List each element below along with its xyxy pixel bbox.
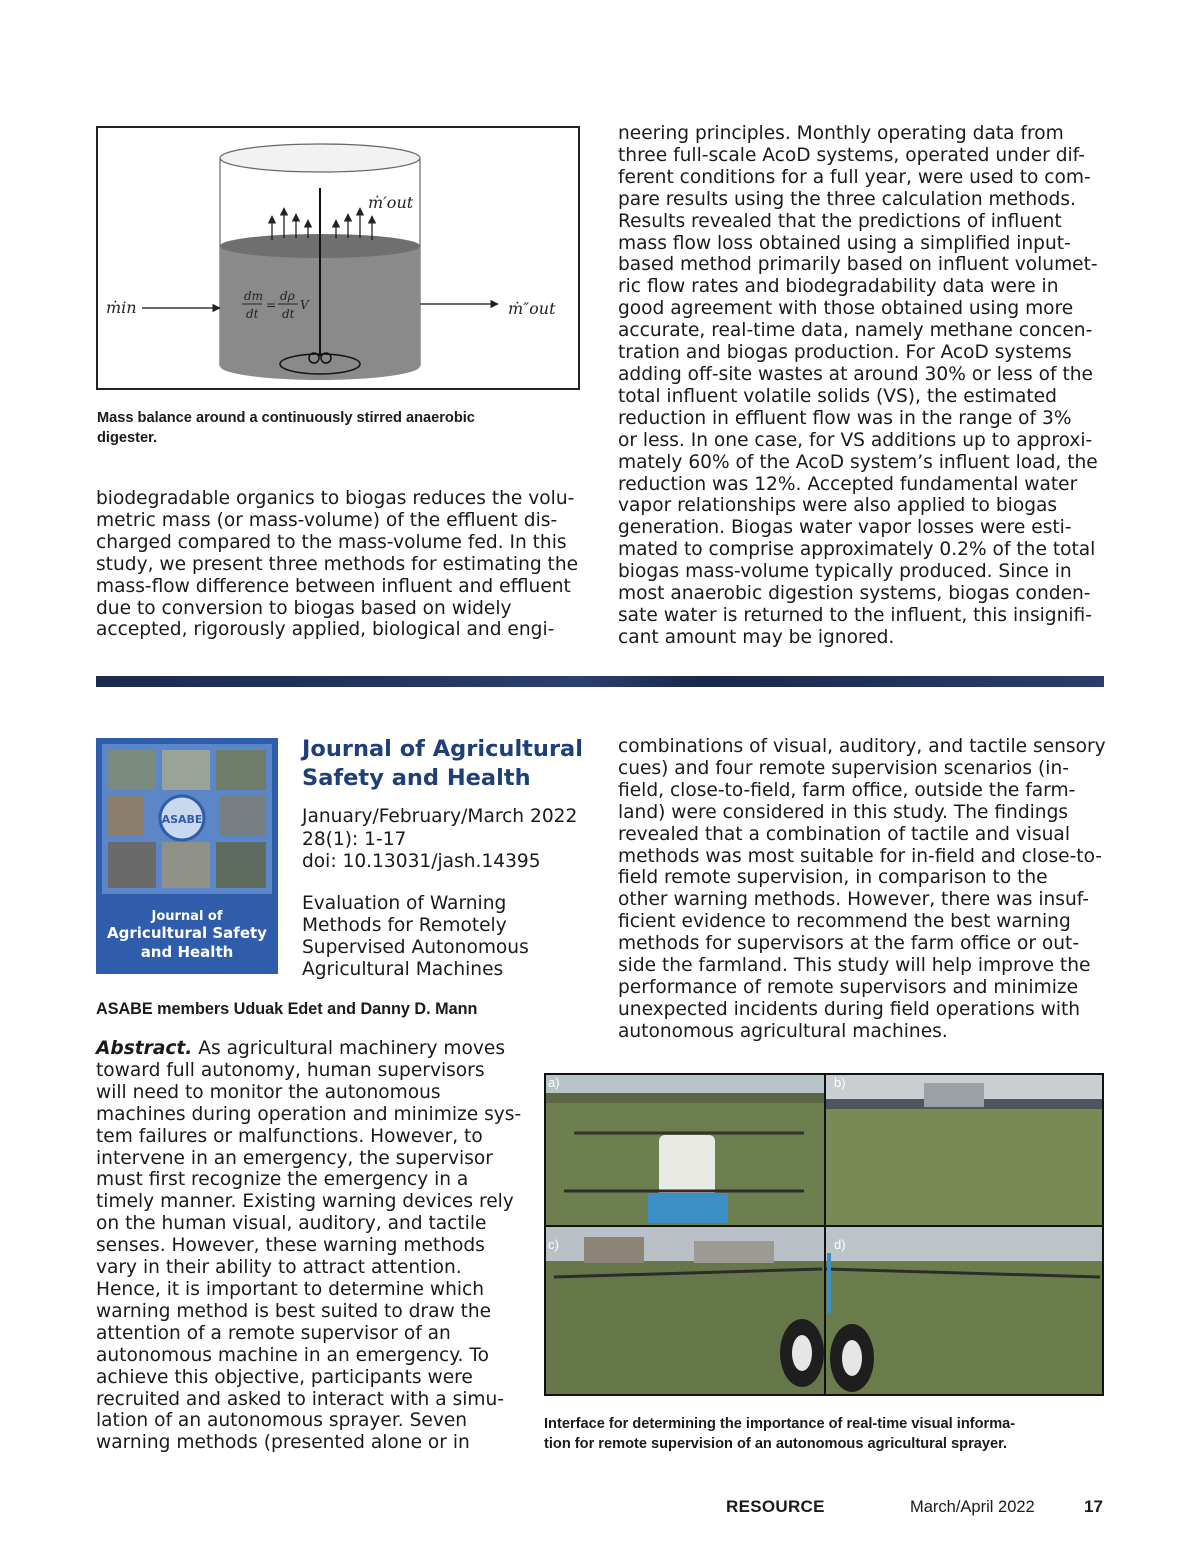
svg-text:dm: dm	[244, 289, 264, 303]
sprayer-interface-figure	[544, 1073, 1104, 1396]
right-column-bottom-text: combinations of visual, auditory, and tactile sensory cues) and four remote supervision scenarios (in- field, close-to-field, farm office, outside the farm- land) were considered in this study. The findings revealed that a combination of tactile and visual methods was most suitable for in-field and close-to- field remote supervision, in comparison to the other warning methods. However, there was insuf- ficient evidence to recommend the best warning methods for supervisors at the farm office or out- side the farmland. This study will help improve the performance of remote supervisors and minimize unexpected incidents during field operations with autonomous agricultural machines.	[618, 736, 1106, 1042]
left-column-top-text: biodegradable organics to biogas reduces the volu- metric mass (or mass-volume) of the effluent dis- charged compared to the mass-volume fed. In this study, we present three methods for estimating the mass-flow difference between influent and effluent due to conversion to biogas based on widely accepted, rigorously applied, biological and engi-	[96, 488, 579, 641]
abstract-text: Abstract. As agricultural machinery moves toward full autonomy, human supervisors will need to monitor the autonomous machines during operation and minimize sys- tem failures or malfunctions. However, to intervene in an emergency, the supervisor must first recognize the emergency in a timely manner. Existing warning devices rely on the human visual, auditory, and tactile senses. However, these warning methods vary in their ability to attract attention. Hence, it is important to determine which warning method is best suited to draw the attention of a remote supervisor of an autonomous machine in an emergency. To achieve this objective, participants were recruited and asked to interact with a simu- lation of an autonomous sprayer. Seven warning methods (presented alone or in	[96, 1038, 522, 1454]
digester-figure	[96, 126, 580, 390]
page-number: 17	[1084, 1497, 1103, 1516]
journal-title: Journal of Agricultural Safety and Health	[302, 736, 583, 791]
panel-c	[546, 1227, 824, 1394]
figure1-caption: Mass balance around a continuously stirred anaerobic digester.	[97, 410, 475, 446]
panel-label-c: c)	[548, 1237, 559, 1252]
panel-d	[780, 1227, 1102, 1394]
section-divider	[96, 676, 1104, 687]
cover-badge-text: ASABE	[161, 813, 203, 826]
svg-text:V: V	[300, 298, 309, 312]
article-title: Evaluation of Warning Methods for Remotely Supervised Autonomous Agricultural Machines	[302, 893, 529, 980]
cover-title-line: Journal of	[151, 909, 223, 924]
svg-text:dρ: dρ	[280, 289, 295, 303]
panel-label-a: a)	[548, 1075, 560, 1090]
cover-art	[96, 738, 278, 974]
panel-a	[546, 1075, 824, 1225]
m-out-double-label: ṁ″out	[508, 299, 556, 318]
panel-label-b: b)	[834, 1075, 846, 1090]
panel-label-d: d)	[834, 1237, 846, 1252]
svg-text:dt: dt	[282, 307, 295, 321]
m-in-label: ṁin	[106, 298, 137, 317]
cover-title-line: Agricultural Safety	[107, 924, 267, 942]
abstract-label: Abstract.	[96, 1038, 193, 1059]
m-out-prime-label: ṁ′out	[368, 193, 414, 212]
figure2-caption: Interface for determining the importance of real-time visual informa- tion for remote supervision of an autonomous agricultural sprayer.	[544, 1416, 1016, 1452]
tank-top	[220, 144, 420, 172]
panel-b	[826, 1075, 1102, 1225]
svg-text:dt: dt	[246, 307, 259, 321]
right-column-top-text: neering principles. Monthly operating data from three full-scale AcoD systems, operated under dif- ferent conditions for a full year, were used to com- pare results using the three calculation methods. Results revealed that the predictions of influent mass flow loss obtained using a simplified input- based method primarily based on influent volumet- ric flow rates and biodegradability data were in good agreement with those obtained using more accurate, real-time data, namely methane concen- tration and biogas production. For AcoD systems adding off-site wastes at around 30% or less of the total influent volatile solids (VS), the estimated reduction in effluent flow was in the range of 3% or less. In one case, for VS additions up to approxi- mately 60% of the AcoD system’s influent load, the reduction was 12%. Accepted fundamental water vapor relationships were also applied to biogas generation. Biogas water vapor losses were esti- mated to comprise approximately 0.2% of the total biogas mass-volume typically produced. Since in most anaerobic digestion systems, biogas conden- sate water is returned to the influent, this insignifi- cant amount may be ignored.	[618, 123, 1098, 648]
cover-title-line: and Health	[140, 943, 234, 961]
journal-meta: January/February/March 2022 28(1): 1-17 doi: 10.13031/jash.14395	[302, 806, 578, 872]
digester-diagram	[98, 128, 578, 388]
footer-magazine: RESOURCE	[726, 1497, 825, 1516]
article-authors: ASABE members Uduak Edet and Danny D. Mann	[96, 1000, 478, 1018]
journal-cover-image	[96, 738, 278, 974]
footer-issue: March/April 2022	[910, 1498, 1035, 1516]
svg-text:=: =	[266, 298, 277, 312]
sprayer-photo-grid	[544, 1073, 1104, 1396]
